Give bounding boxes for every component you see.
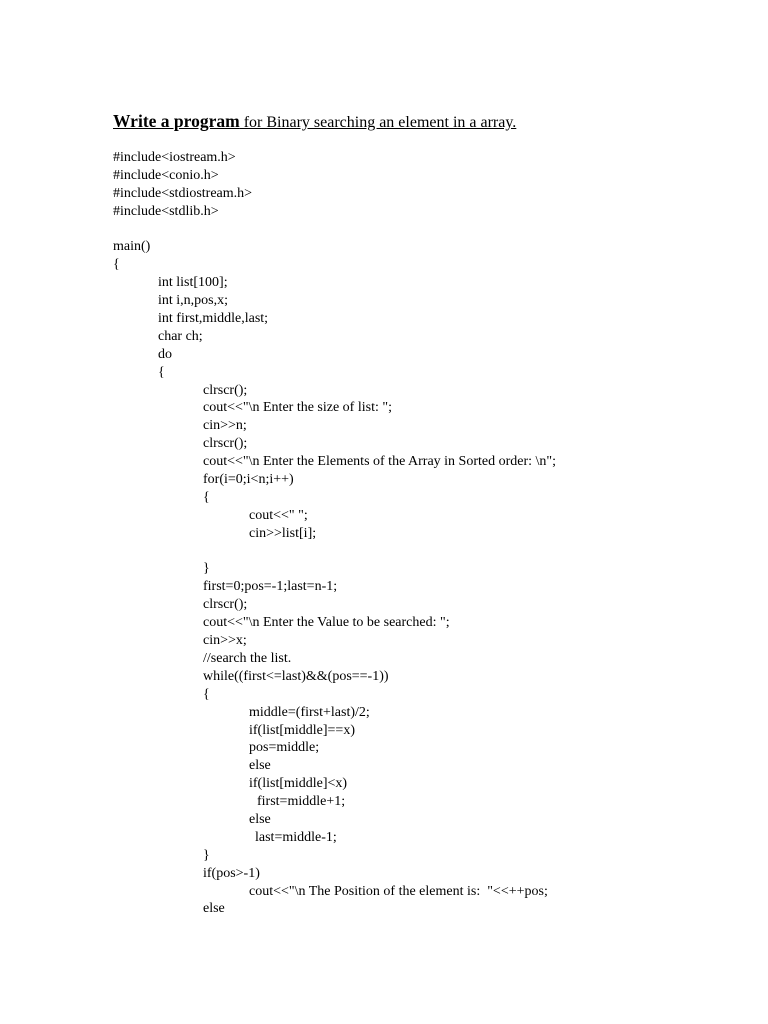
- code-line: if(list[middle]<x): [249, 776, 348, 792]
- code-line: cin>>list[i];: [249, 525, 317, 541]
- code-line: while((first<=last)&&(pos==-1)): [203, 668, 389, 684]
- code-line: first=0;pos=-1;last=n-1;: [203, 579, 338, 595]
- code-line: cout<<" ";: [249, 507, 308, 523]
- code-listing: [113, 149, 556, 918]
- code-line: clrscr();: [203, 436, 248, 452]
- code-line: }: [203, 847, 210, 863]
- code-line: #include<stdiostream.h>: [113, 185, 253, 201]
- code-line: {: [203, 489, 210, 505]
- code-line: cin>>n;: [203, 418, 247, 434]
- code-line: for(i=0;i<n;i++): [203, 472, 294, 488]
- code-line: {: [158, 364, 165, 380]
- code-line: pos=middle;: [249, 740, 320, 756]
- code-line: first=middle+1;: [257, 794, 346, 810]
- code-line: else: [249, 811, 271, 827]
- code-line: #include<stdlib.h>: [113, 203, 219, 219]
- page-title: [113, 110, 516, 134]
- code-line: [113, 221, 556, 239]
- code-line: //search the list.: [203, 650, 292, 666]
- code-line: int i,n,pos,x;: [158, 293, 229, 309]
- code-line: else: [203, 901, 225, 917]
- code-line: clrscr();: [203, 382, 248, 398]
- code-line: cin>>x;: [203, 633, 247, 649]
- code-line: cout<<"\n Enter the Elements of the Array in Sorted order: \n";: [203, 454, 557, 470]
- code-line: clrscr();: [203, 597, 248, 613]
- code-line: last=middle-1;: [255, 829, 337, 845]
- code-line: }: [203, 561, 210, 577]
- code-line: #include<conio.h>: [113, 167, 219, 183]
- code-line: {: [203, 686, 210, 702]
- code-line: #include<iostream.h>: [113, 150, 236, 165]
- code-line: int first,middle,last;: [158, 311, 269, 327]
- code-line: do: [158, 346, 172, 362]
- code-line: cout<<"\n Enter the Value to be searched: ";: [203, 615, 450, 631]
- code-line: cout<<"\n The Position of the element is: "<<++pos;: [249, 883, 548, 899]
- code-line: if(list[middle]==x): [249, 722, 355, 738]
- code-line: char ch;: [158, 328, 203, 344]
- code-line: [113, 543, 556, 561]
- code-line: else: [249, 758, 271, 774]
- title-rest: for Binary searching an element in a array.: [239, 114, 517, 131]
- code-line: {: [113, 257, 120, 273]
- code-line: cout<<"\n Enter the size of list: ";: [203, 400, 392, 416]
- code-line: main(): [113, 239, 151, 255]
- title-lead: Write a program: [113, 111, 240, 131]
- code-line: int list[100];: [158, 275, 228, 291]
- code-line: middle=(first+last)/2;: [249, 704, 370, 720]
- code-line: if(pos>-1): [203, 865, 260, 881]
